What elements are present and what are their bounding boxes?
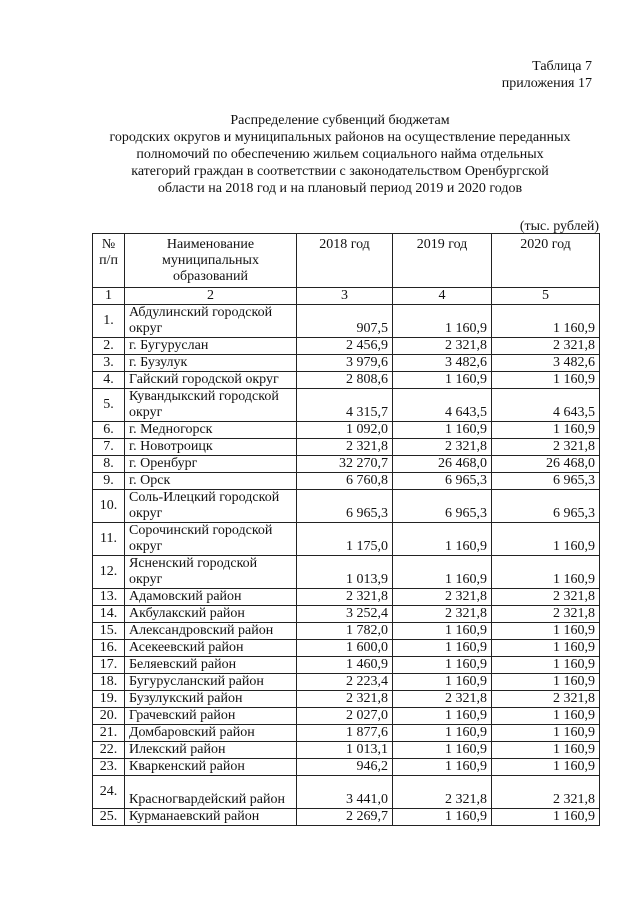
row-2018: 907,5 xyxy=(297,305,393,338)
row-number: 15. xyxy=(93,623,125,640)
row-2020: 2 321,8 xyxy=(492,338,600,355)
header-2020: 2020 год xyxy=(492,234,600,288)
row-2018: 2 321,8 xyxy=(297,589,393,606)
row-2019: 1 160,9 xyxy=(393,422,492,439)
row-2018: 1 782,0 xyxy=(297,623,393,640)
table-caption xyxy=(502,58,592,92)
row-2019: 1 160,9 xyxy=(393,725,492,742)
row-name: Ясненский городской округ xyxy=(125,556,297,589)
row-2019: 1 160,9 xyxy=(393,674,492,691)
header-name: Наименование муниципальных образований xyxy=(125,234,297,288)
row-name: г. Медногорск xyxy=(125,422,297,439)
row-2020: 1 160,9 xyxy=(492,674,600,691)
row-name: Александровский район xyxy=(125,623,297,640)
row-2018: 3 979,6 xyxy=(297,355,393,372)
row-name: Бугурусланский район xyxy=(125,674,297,691)
row-2018: 2 269,7 xyxy=(297,809,393,826)
header-2018: 2018 год xyxy=(297,234,393,288)
row-number: 20. xyxy=(93,708,125,725)
title-line: Распределение субвенций бюджетам xyxy=(230,113,450,128)
row-2018: 3 441,0 xyxy=(297,776,393,809)
title-line: категорий граждан в соответствии с законодательством Оренбургской xyxy=(131,164,549,179)
row-2019: 2 321,8 xyxy=(393,589,492,606)
row-2020: 1 160,9 xyxy=(492,708,600,725)
row-number: 18. xyxy=(93,674,125,691)
title-line: городских округов и муниципальных районов на осуществление переданных xyxy=(109,130,571,145)
table-row xyxy=(93,809,600,826)
row-2019: 1 160,9 xyxy=(393,809,492,826)
row-2018: 2 321,8 xyxy=(297,691,393,708)
row-number: 12. xyxy=(93,556,125,589)
row-2020: 6 965,3 xyxy=(492,490,600,523)
row-name: Абдулинский городской округ xyxy=(125,305,297,338)
subvention-table xyxy=(92,233,600,826)
row-name: г. Новотроицк xyxy=(125,439,297,456)
row-2020: 1 160,9 xyxy=(492,523,600,556)
row-number: 7. xyxy=(93,439,125,456)
row-2020: 6 965,3 xyxy=(492,473,600,490)
row-number: 21. xyxy=(93,725,125,742)
row-name: Илекский район xyxy=(125,742,297,759)
row-2020: 2 321,8 xyxy=(492,776,600,809)
row-2020: 1 160,9 xyxy=(492,759,600,776)
row-number: 9. xyxy=(93,473,125,490)
index-cell: 5 xyxy=(492,288,600,305)
table-row xyxy=(93,657,600,674)
row-name: Асекеевский район xyxy=(125,640,297,657)
row-2020: 1 160,9 xyxy=(492,640,600,657)
row-2020: 1 160,9 xyxy=(492,305,600,338)
row-2019: 2 321,8 xyxy=(393,691,492,708)
row-2019: 2 321,8 xyxy=(393,338,492,355)
row-name: г. Бугуруслан xyxy=(125,338,297,355)
row-number: 11. xyxy=(93,523,125,556)
table-row xyxy=(93,490,600,523)
row-name: Акбулакский район xyxy=(125,606,297,623)
row-2019: 2 321,8 xyxy=(393,776,492,809)
row-number: 6. xyxy=(93,422,125,439)
row-2019: 1 160,9 xyxy=(393,708,492,725)
row-2019: 26 468,0 xyxy=(393,456,492,473)
row-2018: 1 092,0 xyxy=(297,422,393,439)
table-row xyxy=(93,759,600,776)
row-2020: 2 321,8 xyxy=(492,691,600,708)
column-index-row xyxy=(93,288,600,305)
row-2019: 1 160,9 xyxy=(393,640,492,657)
row-2020: 2 321,8 xyxy=(492,589,600,606)
table-row xyxy=(93,389,600,422)
row-number: 13. xyxy=(93,589,125,606)
table-row xyxy=(93,674,600,691)
row-2018: 2 321,8 xyxy=(297,439,393,456)
row-2018: 1 877,6 xyxy=(297,725,393,742)
row-name: Курманаевский район xyxy=(125,809,297,826)
row-2018: 946,2 xyxy=(297,759,393,776)
row-2019: 3 482,6 xyxy=(393,355,492,372)
table-row xyxy=(93,456,600,473)
row-name: Грачевский район xyxy=(125,708,297,725)
row-number: 16. xyxy=(93,640,125,657)
row-name: Соль-Илецкий городской округ xyxy=(125,490,297,523)
table-row xyxy=(93,523,600,556)
table-row xyxy=(93,623,600,640)
table-row xyxy=(93,640,600,657)
row-2018: 4 315,7 xyxy=(297,389,393,422)
row-number: 19. xyxy=(93,691,125,708)
table-row xyxy=(93,439,600,456)
row-name: Бузулукский район xyxy=(125,691,297,708)
row-2019: 1 160,9 xyxy=(393,305,492,338)
row-2018: 2 808,6 xyxy=(297,372,393,389)
appendix-label: приложения 17 xyxy=(501,76,592,91)
table-row xyxy=(93,691,600,708)
row-2018: 1 013,9 xyxy=(297,556,393,589)
row-2019: 6 965,3 xyxy=(393,473,492,490)
row-2020: 2 321,8 xyxy=(492,606,600,623)
row-name: г. Бузулук xyxy=(125,355,297,372)
row-2020: 1 160,9 xyxy=(492,372,600,389)
table-row xyxy=(93,742,600,759)
row-number: 23. xyxy=(93,759,125,776)
table-row xyxy=(93,589,600,606)
row-2019: 1 160,9 xyxy=(393,556,492,589)
row-2019: 2 321,8 xyxy=(393,606,492,623)
table-row xyxy=(93,556,600,589)
row-number: 8. xyxy=(93,456,125,473)
table-row xyxy=(93,422,600,439)
row-number: 5. xyxy=(93,389,125,422)
row-2018: 2 027,0 xyxy=(297,708,393,725)
title-line: полномочий по обеспечению жильем социального найма отдельных xyxy=(136,147,544,162)
row-2020: 1 160,9 xyxy=(492,657,600,674)
title-line: области на 2018 год и на плановый период 2019 и 2020 годов xyxy=(157,181,523,196)
row-name: г. Орск xyxy=(125,473,297,490)
row-number: 3. xyxy=(93,355,125,372)
row-2018: 6 760,8 xyxy=(297,473,393,490)
units-label: (тыс. рублей) xyxy=(519,219,599,234)
table-row xyxy=(93,355,600,372)
row-number: 17. xyxy=(93,657,125,674)
table-row xyxy=(93,372,600,389)
document-title xyxy=(90,112,590,197)
row-2020: 1 160,9 xyxy=(492,422,600,439)
table-label: Таблица 7 xyxy=(532,59,592,74)
row-2020: 26 468,0 xyxy=(492,456,600,473)
row-number: 10. xyxy=(93,490,125,523)
row-name: г. Оренбург xyxy=(125,456,297,473)
row-name: Адамовский район xyxy=(125,589,297,606)
row-2018: 1 600,0 xyxy=(297,640,393,657)
row-name: Домбаровский район xyxy=(125,725,297,742)
row-2019: 1 160,9 xyxy=(393,372,492,389)
row-number: 25. xyxy=(93,809,125,826)
row-number: 1. xyxy=(93,305,125,338)
row-name: Сорочинский городской округ xyxy=(125,523,297,556)
row-name: Гайский городской округ xyxy=(125,372,297,389)
row-2020: 3 482,6 xyxy=(492,355,600,372)
row-2020: 1 160,9 xyxy=(492,809,600,826)
row-2019: 2 321,8 xyxy=(393,439,492,456)
header-num: № п/п xyxy=(93,234,125,288)
row-2019: 1 160,9 xyxy=(393,523,492,556)
table-row xyxy=(93,305,600,338)
row-number: 24. xyxy=(93,776,125,809)
row-2018: 1 460,9 xyxy=(297,657,393,674)
index-cell: 4 xyxy=(393,288,492,305)
row-2019: 1 160,9 xyxy=(393,657,492,674)
row-name: Кувандыкский городской округ xyxy=(125,389,297,422)
table-row xyxy=(93,606,600,623)
row-2020: 1 160,9 xyxy=(492,623,600,640)
row-2018: 1 013,1 xyxy=(297,742,393,759)
row-2020: 4 643,5 xyxy=(492,389,600,422)
table-row xyxy=(93,776,600,809)
index-cell: 1 xyxy=(93,288,125,305)
row-name: Беляевский район xyxy=(125,657,297,674)
row-2019: 1 160,9 xyxy=(393,742,492,759)
row-2019: 4 643,5 xyxy=(393,389,492,422)
row-name: Красногвардейский район xyxy=(125,776,297,809)
row-2019: 6 965,3 xyxy=(393,490,492,523)
table-row xyxy=(93,708,600,725)
row-number: 4. xyxy=(93,372,125,389)
row-2020: 2 321,8 xyxy=(492,439,600,456)
row-2018: 3 252,4 xyxy=(297,606,393,623)
row-2020: 1 160,9 xyxy=(492,725,600,742)
row-2020: 1 160,9 xyxy=(492,556,600,589)
row-2018: 2 223,4 xyxy=(297,674,393,691)
table-row xyxy=(93,473,600,490)
row-2018: 6 965,3 xyxy=(297,490,393,523)
row-name: Кваркенский район xyxy=(125,759,297,776)
header-2019: 2019 год xyxy=(393,234,492,288)
table-header-row xyxy=(93,234,600,288)
index-cell: 2 xyxy=(125,288,297,305)
row-2019: 1 160,9 xyxy=(393,759,492,776)
row-2018: 2 456,9 xyxy=(297,338,393,355)
row-2018: 32 270,7 xyxy=(297,456,393,473)
index-cell: 3 xyxy=(297,288,393,305)
row-number: 22. xyxy=(93,742,125,759)
row-2018: 1 175,0 xyxy=(297,523,393,556)
table-row xyxy=(93,338,600,355)
row-2019: 1 160,9 xyxy=(393,623,492,640)
table-row xyxy=(93,725,600,742)
row-2020: 1 160,9 xyxy=(492,742,600,759)
row-number: 2. xyxy=(93,338,125,355)
row-number: 14. xyxy=(93,606,125,623)
